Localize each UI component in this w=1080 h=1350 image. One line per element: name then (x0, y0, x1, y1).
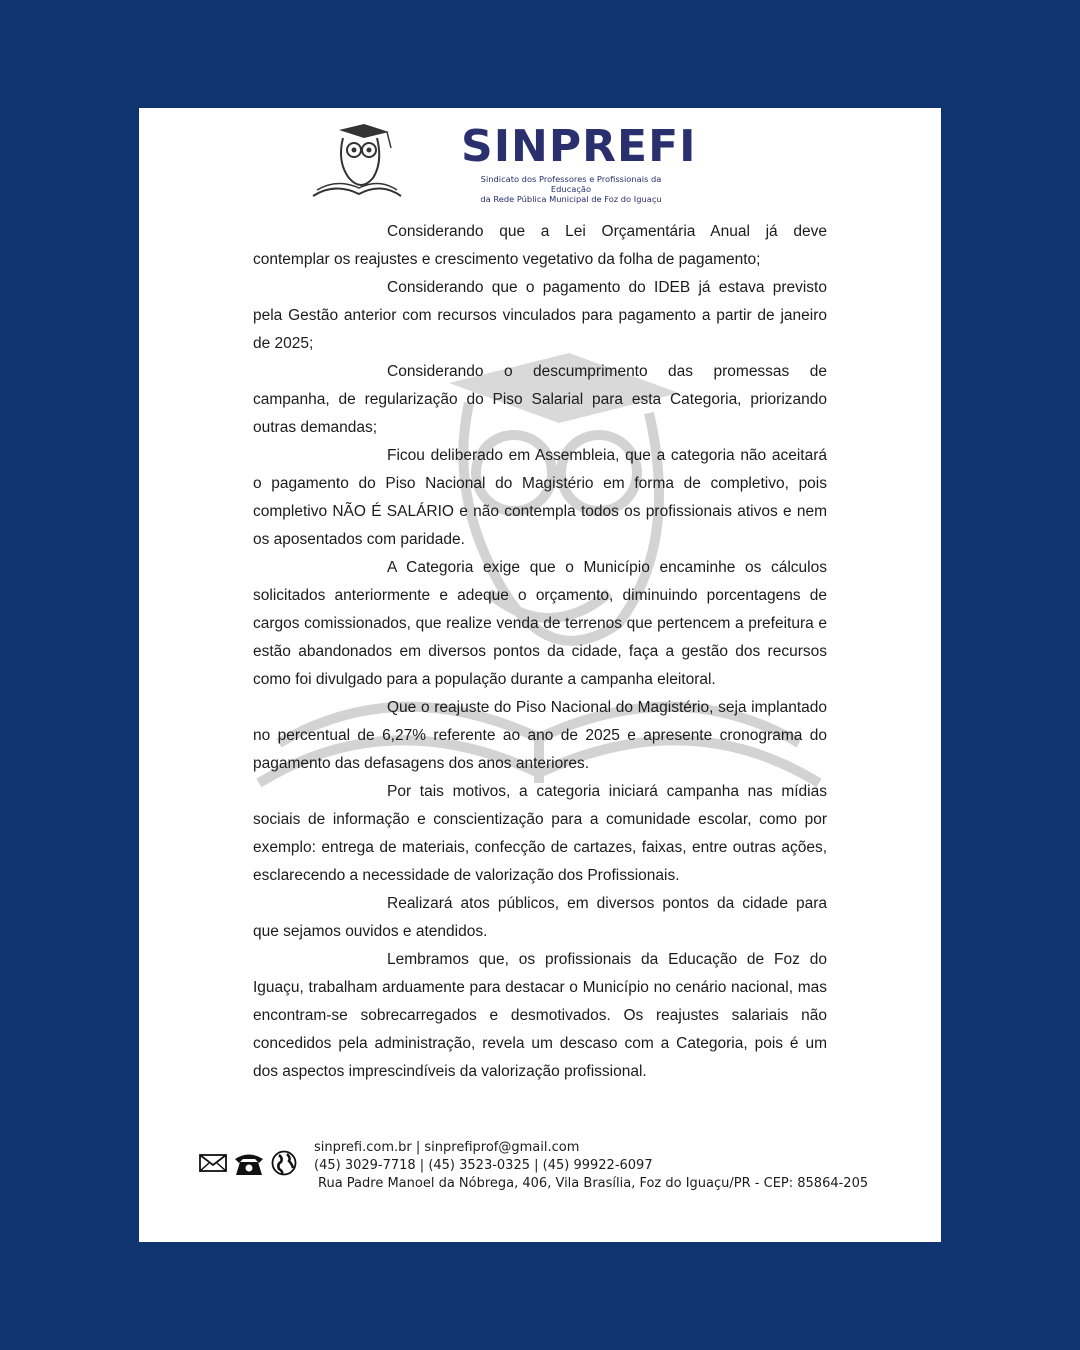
document-page (139, 108, 941, 1242)
brand-name: SINPREFI (461, 121, 697, 172)
paragraph: Considerando o descumprimento das promessas de campanha, de regularização do Piso Salarial para esta Categoria, priorizando outras demandas; (253, 363, 827, 436)
envelope-icon (199, 1153, 227, 1173)
paragraph: Por tais motivos, a categoria iniciará campanha nas mídias sociais de informação e conscientização para a comunidade escolar, como por exemplo: entrega de materiais, confecção de cartazes, faixas, entre outras ações, esclarecendo a necessidade de valorização dos Profissionais. (253, 783, 827, 884)
tagline-line-2: da Rede Pública Municipal de Foz do Iguaçu (480, 194, 662, 204)
letterhead (289, 114, 739, 208)
brand-tagline (461, 174, 681, 204)
paragraph: Realizará atos públicos, em diversos pontos da cidade para que sejamos ouvidos e atendidos. (253, 895, 827, 940)
tagline-line-1: Sindicato dos Professores e Profissionais da Educação (480, 174, 662, 194)
paragraph: Que o reajuste do Piso Nacional do Magistério, seja implantado no percentual de 6,27% referente ao ano de 2025 e apresente cronograma do pagamento das defasagens dos anos anteriores. (253, 699, 827, 772)
paragraph: Ficou deliberado em Assembleia, que a categoria não aceitará o pagamento do Piso Nacional do Magistério em forma de completivo, pois completivo NÃO É SALÁRIO e não contempla todos os profissionais ativos e nem os aposentados com paridade. (253, 447, 827, 548)
paragraph: Considerando que o pagamento do IDEB já estava previsto pela Gestão anterior com recursos vinculados para pagamento a partir de janeiro de 2025; (253, 279, 827, 352)
letter-footer (199, 1138, 899, 1198)
telephone-icon (233, 1150, 265, 1176)
footer-web-email: sinprefi.com.br | sinprefiprof@gmail.com (314, 1140, 580, 1155)
paragraph: Lembramos que, os profissionais da Educação de Foz do Iguaçu, trabalham arduamente para destacar o Município no cenário nacional, mas encontram-se sobrecarregados e desmotivados. Os reajustes salariais não concedidos pela administração, revela um descaso com a Categoria, pois é um dos aspectos imprescindíveis da valorização profissional. (253, 951, 827, 1080)
paragraph: Considerando que a Lei Orçamentária Anual já deve contemplar os reajustes e crescimento vegetativo da folha de pagamento; (253, 223, 827, 268)
letter-body (253, 218, 827, 1086)
footer-phones: (45) 3029-7718 | (45) 3523-0325 | (45) 99922-6097 (314, 1158, 653, 1173)
globe-icon (271, 1150, 297, 1176)
owl-logo (309, 122, 403, 202)
paragraph: A Categoria exige que o Município encaminhe os cálculos solicitados anteriormente e adeque o orçamento, diminuindo porcentagens de cargos comissionados, que realize venda de terrenos que pertencem a prefeitura e estão abandonados em diversos pontos da cidade, faça a gestão dos recursos como foi divulgado para a população durante a campanha eleitoral. (253, 559, 827, 688)
contact-icons (199, 1148, 297, 1178)
footer-address: Rua Padre Manoel da Nóbrega, 406, Vila Brasília, Foz do Iguaçu/PR - CEP: 85864-205 (318, 1176, 869, 1191)
